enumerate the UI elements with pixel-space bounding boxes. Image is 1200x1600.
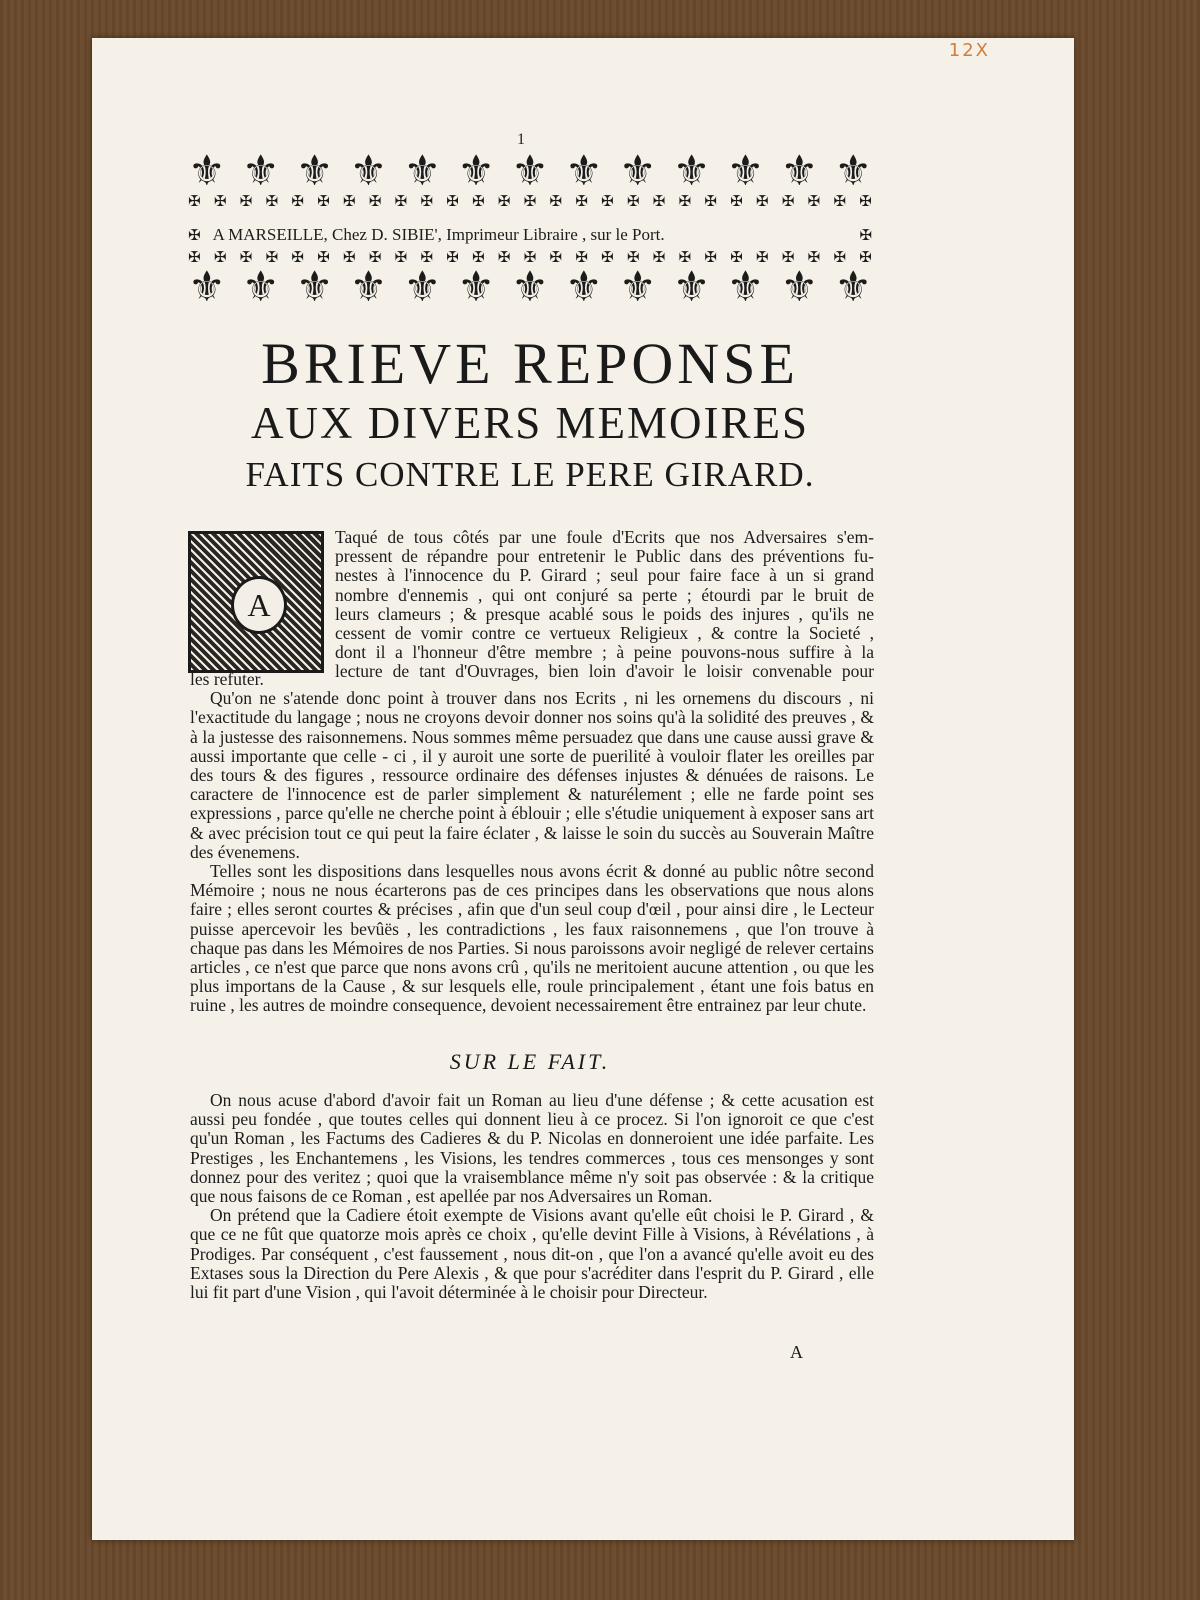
fleur-de-lis-icon: ⚜	[511, 146, 549, 195]
cross-ornament-icon: ✠	[497, 192, 511, 210]
cross-ornament-icon: ✠	[549, 248, 562, 266]
fleur-de-lis-icon: ⚜	[565, 262, 603, 311]
intro-line: nestes à l'innocence du P. Girard ; seul pour faire face à un si grand	[335, 566, 874, 586]
fleur-de-lis-icon: ⚜	[349, 146, 388, 195]
intro-paragraph	[190, 528, 874, 682]
fleur-de-lis-icon: ⚜	[780, 262, 819, 311]
fleur-de-lis-icon: ⚜	[672, 146, 711, 195]
fleur-de-lis-icon: ⚜	[188, 146, 226, 195]
ornament-band-top	[188, 146, 872, 195]
cross-ornament-icon: ✠	[317, 248, 330, 266]
cross-ornament-icon: ✠	[471, 248, 485, 266]
fleur-de-lis-icon: ⚜	[403, 262, 442, 311]
cross-ornament-icon: ✠	[781, 248, 795, 266]
cross-ornament-icon: ✠	[497, 248, 511, 266]
cross-ornament-icon: ✠	[859, 248, 872, 266]
cross-ornament-icon: ✠	[265, 192, 279, 210]
cross-ornament-icon: ✠	[523, 248, 537, 266]
cross-ornament-icon: ✠	[730, 248, 743, 266]
ornament-band-bottom	[188, 262, 872, 311]
paragraph: les refuter.	[190, 669, 264, 689]
cross-ornament-icon: ✠	[471, 192, 485, 210]
cross-ornament-icon: ✠	[291, 192, 304, 210]
cross-ornament-icon: ✠	[291, 248, 304, 266]
fleur-de-lis-icon: ⚜	[726, 262, 765, 311]
cross-ornament-icon: ✠	[678, 192, 692, 210]
handwritten-number: 12X	[948, 40, 990, 61]
title-line-1: BRIEVE REPONSE	[261, 331, 799, 396]
fleur-de-lis-icon: ⚜	[565, 146, 603, 195]
cross-ornament-icon: ✠	[601, 248, 614, 266]
fleur-de-lis-icon: ⚜	[780, 146, 819, 195]
cross-ornament-icon: ✠	[626, 248, 640, 266]
fleur-de-lis-icon: ⚜	[618, 262, 657, 311]
title-line-3: FAITS CONTRE LE PERE GIRARD.	[245, 455, 815, 494]
intro-line: cessent de vomir contre ce vertueux Religieux , & contre la Societé ,	[335, 623, 874, 643]
fleur-de-lis-icon: ⚜	[241, 262, 280, 311]
fleur-de-lis-icon: ⚜	[834, 262, 872, 311]
drop-cap-letter: A	[231, 576, 287, 634]
cross-ornament-icon: ✠	[807, 248, 821, 266]
cross-ornament-icon: ✠	[239, 192, 253, 210]
fleur-de-lis-icon: ⚜	[349, 262, 388, 311]
cross-ornament-icon: ✠	[213, 192, 227, 210]
cross-ornament-icon: ✠	[368, 248, 382, 266]
cross-ornament-icon: ✠	[213, 248, 227, 266]
cross-ornament-icon: ✠	[239, 248, 253, 266]
cross-ornament-icon: ✠	[755, 248, 769, 266]
cross-ornament-icon: ✠	[601, 192, 614, 210]
cross-ornament-icon: ✠	[859, 192, 872, 210]
imprint-text: A MARSEILLE, Chez D. SIBIE', Imprimeur Libraire , sur le Port.	[212, 225, 665, 244]
page-number: 1	[517, 131, 525, 148]
fleur-de-lis-icon: ⚜	[457, 262, 495, 311]
cross-ornament-icon: ✠	[420, 192, 433, 210]
cross-ornament-icon: ✠	[523, 192, 537, 210]
cross-ornament-icon: ✠	[420, 248, 433, 266]
intro-line: lecture de tant d'Ouvrages, bien loin d'avoir le loisir convenable pour	[335, 662, 874, 682]
ornament-band-top-small	[188, 194, 872, 209]
intro-line: Taqué de tous côtés par une foule d'Ecrits que nos Adversaires s'em-	[335, 528, 874, 547]
fleur-de-lis-icon: ⚜	[672, 262, 711, 311]
cross-ornament-icon: ✠	[807, 192, 821, 210]
cross-ornament-icon: ✠	[446, 248, 459, 266]
cross-ornament-icon: ✠	[575, 248, 588, 266]
cross-ornament-icon: ✠	[833, 192, 846, 210]
intro-line: dont il a l'honneur d'être membre ; à peine pouvons-nous suffire à la	[335, 643, 874, 663]
section-heading: SUR LE FAIT.	[449, 1049, 611, 1074]
cross-ornament-icon: ✠	[704, 248, 717, 266]
paragraph: Telles sont les dispositions dans lesquelles nous avons écrit & donné au public nôtre second Mémoire ; nous ne nous écarterons pas de ces principes dans les observations que nous alons faire ; elles seront courtes & précises , afin que d'un seul coup d'œil , pour ainsi dire , le Lecteur puisse apercevoir les bevûës , les contradictions , les faux raisonnemens , que l'on trouve à chaque pas dans les Mémoires de nos Parties. Si nous paroissons avoir negligé de relever certains articles , ce n'est que parce que nons avons crû , qu'ils ne meritoient aucune attention , ou que les plus importans de la Cause , & sur lesquels elle, roule principalement , étant une fois batus en ruine , les autres de moindre consequence, devoient necessairement être entrainez par leur chute.	[190, 861, 874, 1016]
title-line-2: AUX DIVERS MEMOIRES	[250, 398, 810, 448]
fleur-de-lis-icon: ⚜	[457, 146, 495, 195]
fleur-de-lis-icon: ⚜	[834, 146, 872, 195]
intro-line: nombre d'ennemis , qui ont conjuré sa perte ; étourdi par le bruit de	[335, 585, 874, 605]
fleur-de-lis-icon: ⚜	[295, 262, 334, 311]
cross-ornament-icon: ✠	[342, 192, 356, 210]
cross-ornament-icon: ✠	[188, 248, 201, 266]
intro-line: pressent de répandre pour entretenir le Public dans des préventions fu-	[335, 547, 874, 567]
cross-ornament-icon: ✠	[575, 192, 588, 210]
section-paragraphs	[190, 1091, 874, 1302]
cross-ornament-icon: ✠	[781, 192, 795, 210]
signature-mark: A	[790, 1342, 803, 1362]
cross-ornament-icon: ✠	[446, 192, 459, 210]
cross-ornament-icon: ✠	[394, 248, 408, 266]
cross-ornament-icon: ✠	[188, 226, 201, 244]
cross-ornament-icon: ✠	[368, 192, 382, 210]
paragraph: Qu'on ne s'atende donc point à trouver dans nos Ecrits , ni les ornemens du discours , ni l'exactitude du langage ; nous ne croyons devoir donner nos soins qu'à la solidité des preuves , & à la justesse des raisonnemens. Nous sommes même persuadez que dans une cause aussi grave & aussi importante que celle - ci , il y auroit une sorte de puerilité à vouloir flater les oreilles par des tours & des figures , ressource ordinaire des défenses injustes & dénuées de raisons. Le caractere de l'innocence est de parler simplement & naturélement ; elle ne farde point ses expressions , parce qu'elle ne cherche point à éblouir ; elle s'étudie uniquement à exposer sans art & avec précision tout ce qui peut la faire éclater , & laisse le soin du succès au Souverain Maître des évenemens.	[190, 688, 874, 862]
cross-ornament-icon: ✠	[394, 192, 408, 210]
cross-ornament-icon: ✠	[549, 192, 562, 210]
fleur-de-lis-icon: ⚜	[403, 146, 442, 195]
imprint-line	[188, 222, 872, 248]
cross-ornament-icon: ✠	[626, 192, 640, 210]
fleur-de-lis-icon: ⚜	[188, 262, 226, 311]
fleur-de-lis-icon: ⚜	[295, 146, 334, 195]
cross-ornament-icon: ✠	[188, 192, 201, 210]
fleur-de-lis-icon: ⚜	[618, 146, 657, 195]
cross-ornament-icon: ✠	[652, 248, 666, 266]
cross-ornament-icon: ✠	[678, 248, 692, 266]
fleur-de-lis-icon: ⚜	[511, 262, 549, 311]
cross-ornament-icon: ✠	[265, 248, 279, 266]
cross-ornament-icon: ✠	[652, 192, 666, 210]
cross-ornament-icon: ✠	[730, 192, 743, 210]
cross-ornament-icon: ✠	[755, 192, 769, 210]
cross-ornament-icon: ✠	[859, 226, 872, 244]
paragraph: On prétend que la Cadiere étoit exempte de Visions avant qu'elle eût choisi le P. Girard , & que ce ne fût que quatorze mois après ce choix , qu'elle devint Fille à Visions, à Révélations , à Prodiges. Par conséquent , c'est faussement , nous dit-on , que l'on a avancé qu'elle avoit eu des Extases sous la Direction du Pere Alexis , & que pour s'acréditer dans l'esprit du P. Girard , elle lui fit part d'une Vision , qui l'avoit déterminée à le choisir pour Directeur.	[190, 1205, 874, 1303]
intro-line: leurs clameurs ; & presque acablé sous le poids des injures , qu'ils ne	[335, 604, 874, 624]
cross-ornament-icon: ✠	[704, 192, 717, 210]
fleur-de-lis-icon: ⚜	[726, 146, 765, 195]
cross-ornament-icon: ✠	[342, 248, 356, 266]
body-paragraphs	[190, 670, 874, 1016]
cross-ornament-icon: ✠	[317, 192, 330, 210]
cross-ornament-icon: ✠	[833, 248, 846, 266]
paragraph: On nous acuse d'abord d'avoir fait un Roman au lieu d'une défense ; & cette acusation est aussi peu fondée , que toutes celles qui donnent lieu à ce procez. Si l'on ignoroit ce que c'est qu'un Roman , les Factums des Cadieres & du P. Nicolas en donneroient une idée parfaite. Les Prestiges , les Enchantemens , les Visions, les tendres commerces , tous ces mensonges y sont donnez pour des veritez ; quoi que la vraisemblance même n'y soit pas observée : & la critique que nous faisons de ce Roman , est apellée par nos Adversaires un Roman.	[190, 1090, 874, 1207]
fleur-de-lis-icon: ⚜	[241, 146, 280, 195]
